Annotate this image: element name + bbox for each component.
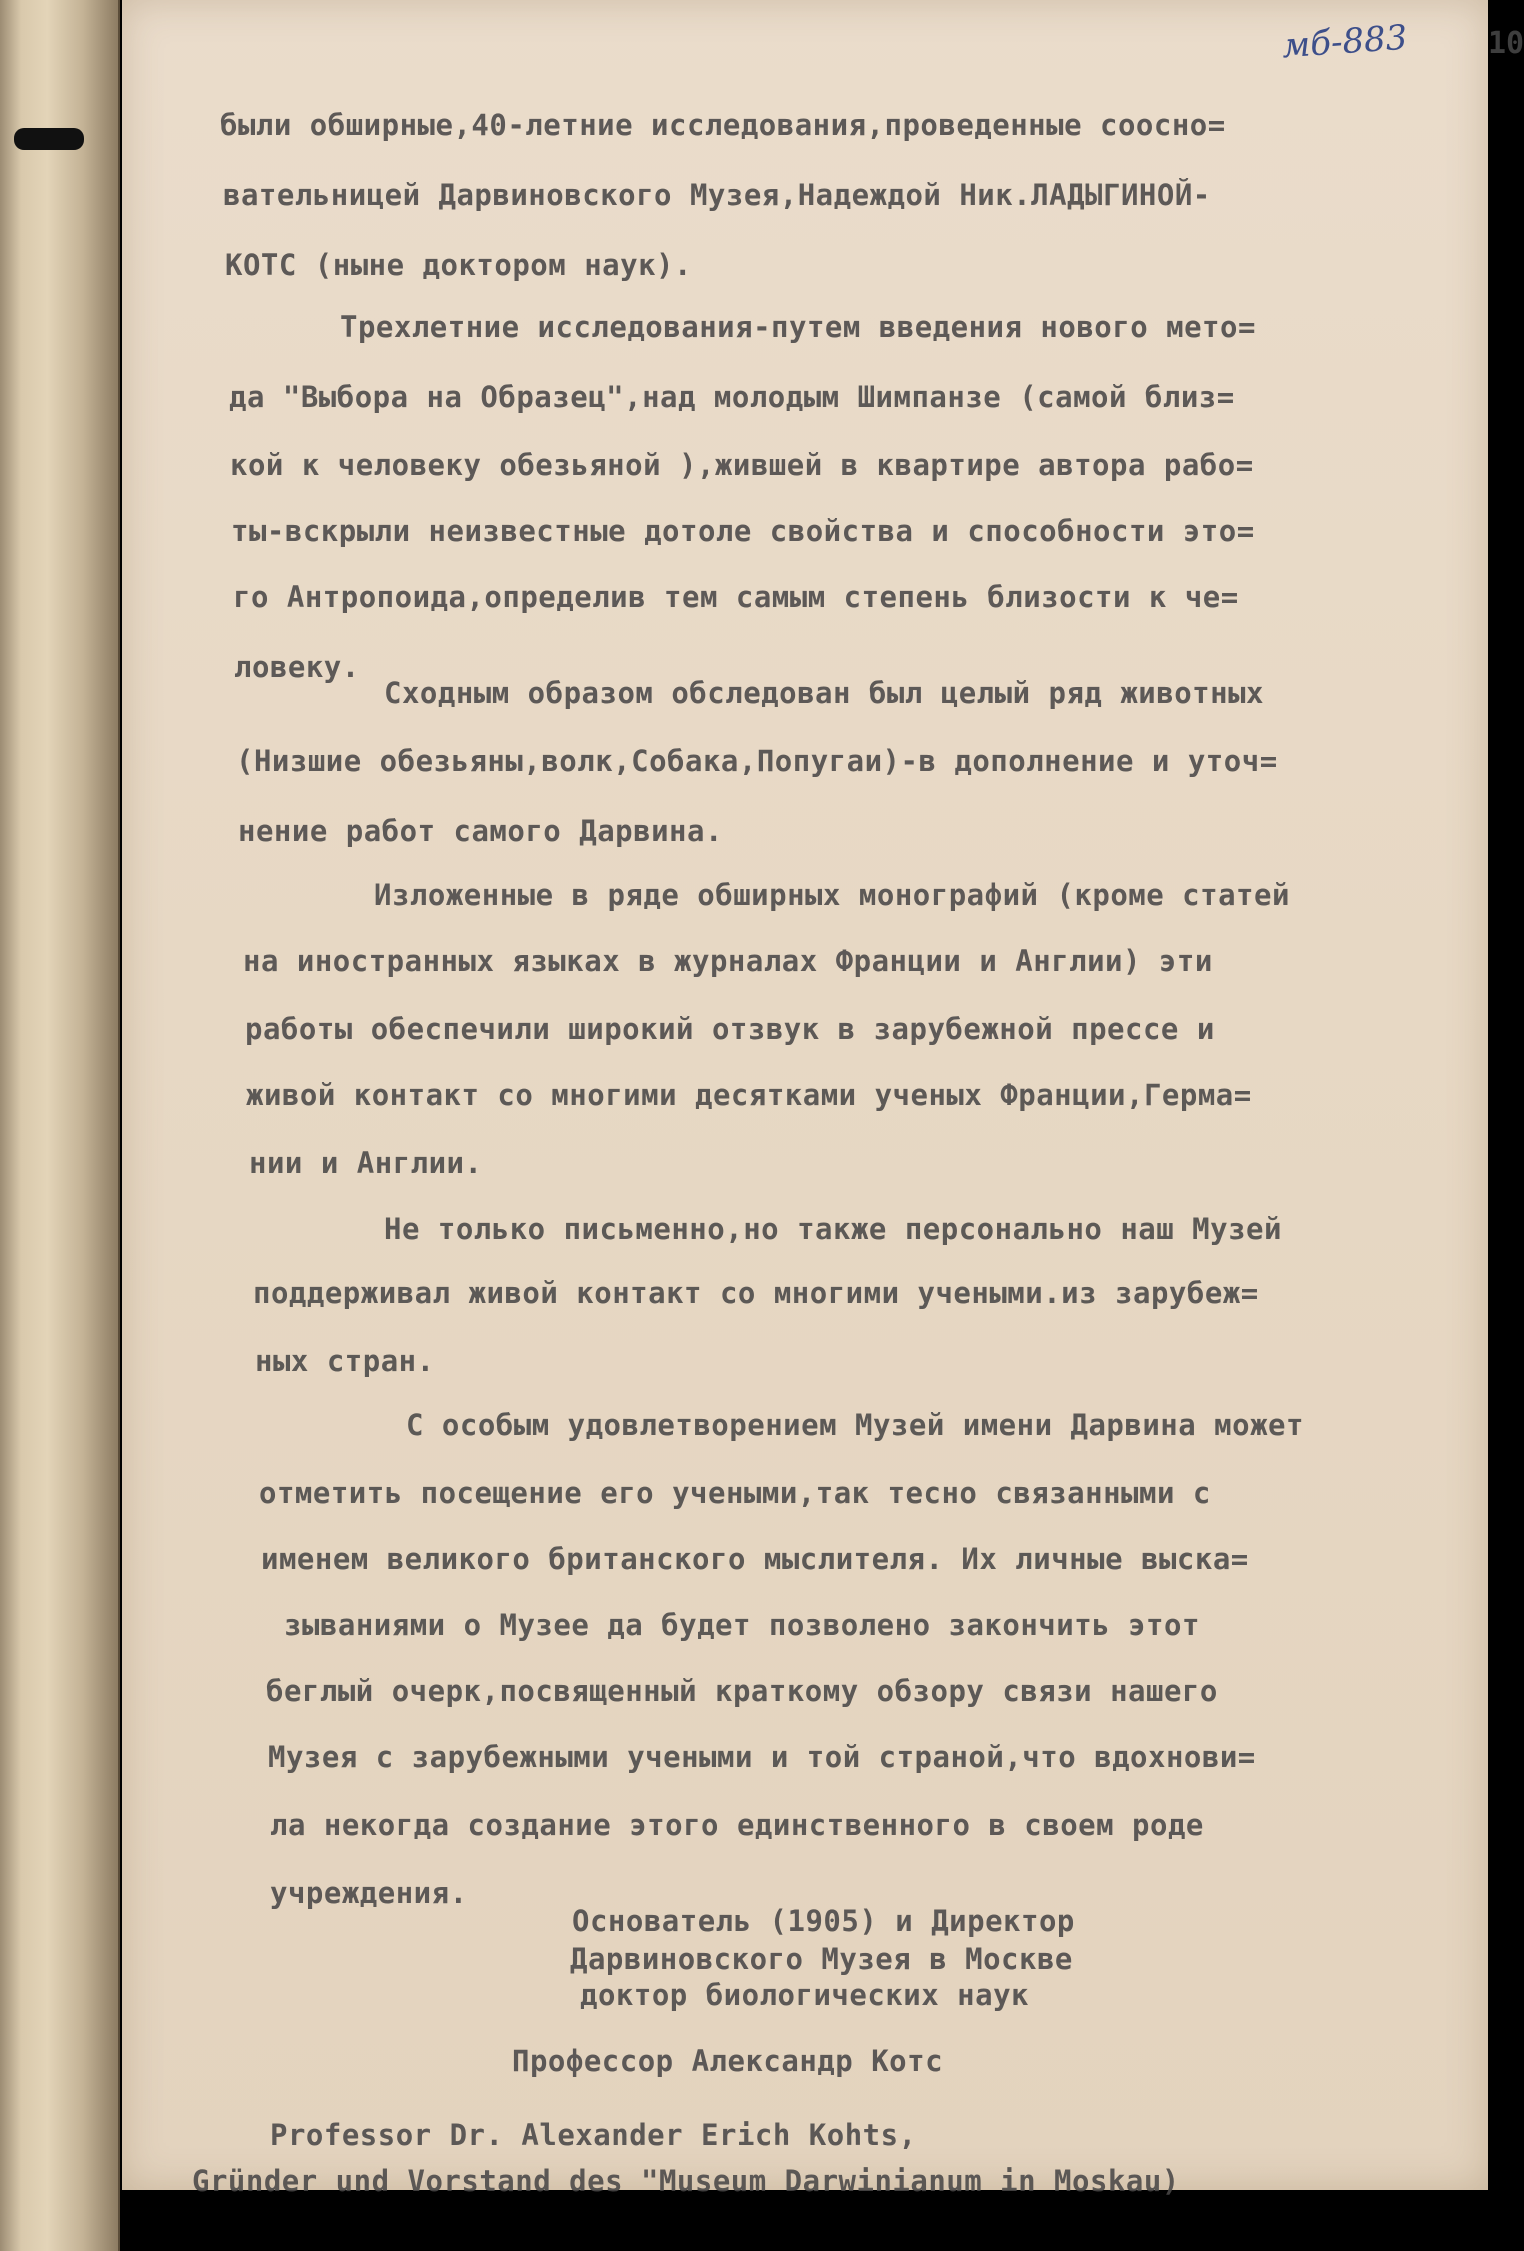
- body-line: были обширные,40-летние исследования,проведенные соосно=: [220, 108, 1226, 142]
- signature-line: Основатель (1905) и Директор: [572, 1904, 1075, 1938]
- page-number: 10: [1488, 26, 1524, 61]
- body-line: го Антропоида,определив тем самым степень близости к че=: [233, 580, 1239, 614]
- body-line: С особым удовлетворением Музей имени Дарвина может: [406, 1408, 1304, 1442]
- body-line: беглый очерк,посвященный краткому обзору связи нашего: [266, 1674, 1218, 1708]
- body-line: Не только письменно,но также персонально наш Музей: [384, 1212, 1282, 1246]
- body-line: на иностранных языках в журналах Франции и Англии) эти: [243, 944, 1213, 978]
- body-line: живой контакт со многими десятками ученых Франции,Герма=: [246, 1078, 1252, 1112]
- body-line: Сходным образом обследован был целый ряд животных: [384, 676, 1265, 710]
- body-line: ла некогда создание этого единственного в своем роде: [270, 1808, 1204, 1842]
- binding-hole: [14, 128, 84, 150]
- body-line: Трехлетние исследования-путем введения нового мето=: [340, 310, 1256, 344]
- german-line: Professor Dr. Alexander Erich Kohts,: [270, 2118, 917, 2152]
- body-line: нение работ самого Дарвина.: [238, 814, 723, 848]
- body-line: именем великого британского мыслителя. Их личные выска=: [261, 1542, 1249, 1576]
- body-line: ных стран.: [255, 1344, 435, 1378]
- body-line: отметить посещение его учеными,так тесно связанными с: [259, 1476, 1211, 1510]
- body-line: нии и Англии.: [249, 1146, 483, 1180]
- signature-line: доктор биологических наук: [580, 1978, 1029, 2012]
- signature-line: Дарвиновского Музея в Москве: [570, 1942, 1073, 1976]
- body-line: да "Выбора на Образец",над молодым Шимпанзе (самой близ=: [229, 380, 1235, 414]
- body-line: (Низшие обезьяны,волк,Собака,Попугаи)-в дополнение и уточ=: [236, 744, 1278, 778]
- body-line: работы обеспечили широкий отзвук в зарубежной прессе и: [245, 1012, 1215, 1046]
- body-line: зываниями о Музее да будет позволено закончить этот: [284, 1608, 1200, 1642]
- body-line: ловеку.: [234, 650, 360, 684]
- body-line: КОТС (ныне доктором наук).: [225, 248, 692, 282]
- body-line: учреждения.: [270, 1876, 468, 1910]
- body-line: Изложенные в ряде обширных монографий (кроме статей: [374, 878, 1290, 912]
- body-line: ты-вскрыли неизвестные дотоле свойства и способности это=: [231, 514, 1255, 548]
- body-line: поддерживал живой контакт со многими учеными.из зарубеж=: [253, 1276, 1259, 1310]
- archive-mark: мб-883: [1280, 17, 1409, 67]
- german-line: Gründer und Vorstand des "Museum Darwinianum in Moskau): [192, 2164, 1180, 2198]
- signatory-name: Профессор Александр Котс: [512, 2044, 944, 2078]
- body-line: кой к человеку обезьяной ),жившей в квартире автора рабо=: [230, 448, 1254, 482]
- body-line: Музея с зарубежными учеными и той страной,что вдохнови=: [268, 1740, 1256, 1774]
- typed-sheet: [122, 0, 1524, 2198]
- binding-strip: [0, 0, 120, 2251]
- body-line: вательницей Дарвиновского Музея,Надеждой Ник.ЛАДЫГИНОЙ-: [223, 178, 1211, 212]
